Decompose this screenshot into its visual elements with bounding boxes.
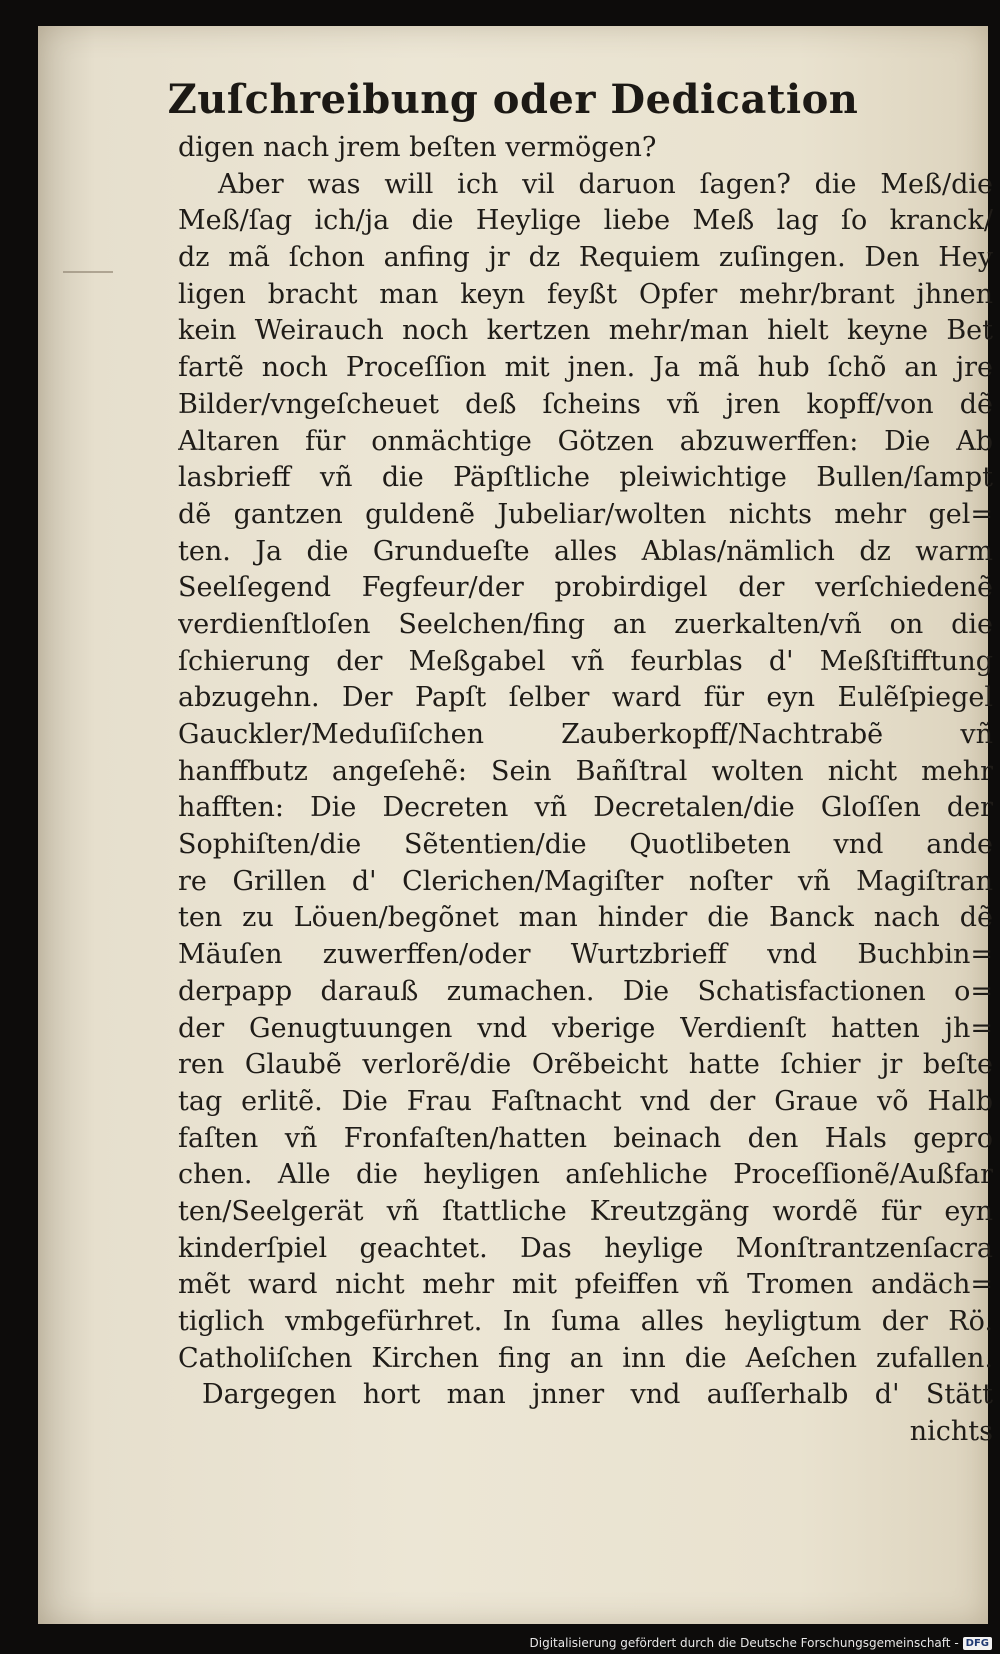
text-line: faſten vñ Fronfaſten/hatten beinach den Hals gepro: [178, 1122, 993, 1154]
text-line: kein Weirauch noch kertzen mehr/man hielt keyne Bet: [178, 315, 993, 347]
text-line: dz mã ſchon anfing jr dz Requiem zuſingen. Den Hey: [178, 242, 993, 274]
body-text: [178, 130, 993, 1451]
page-edge-mark: [63, 271, 113, 273]
book-page: [38, 26, 993, 1624]
text-line: hafften: Die Decreten vñ Decretalen/die Gloſſen der: [178, 792, 993, 824]
text-line: abzugehn. Der Papſt ſelber ward für eyn Eulẽſpiegel: [178, 682, 993, 714]
text-line: Aber was will ich vil daruon ſagen? die Meß/die: [218, 168, 993, 200]
text-line: fartẽ noch Proceſſion mit jnen. Ja mã hub ſchõ an jre: [178, 352, 993, 384]
text-line: der Genugtuungen vnd vberige Verdienſt hatten jh=: [178, 1012, 993, 1044]
text-line: ligen bracht man keyn feyßt Opfer mehr/brant jhnen: [178, 278, 993, 310]
text-line: chen. Alle die heyligen anſehliche Proceſſionẽ/Außfar: [178, 1159, 993, 1191]
text-line: digen nach jrem beſten vermögen?: [178, 132, 657, 163]
text-line: ren Glaubẽ verlorẽ/die Orẽbeicht hatte ſchier jr beſte: [178, 1049, 993, 1081]
text-line: ten/Seelgerät vñ ſtattliche Kreutzgäng wordẽ für eyn: [178, 1195, 993, 1227]
text-line: tiglich vmbgefürhret. In ſuma alles heyligtum der Rö.: [178, 1306, 993, 1337]
text-line: Dargegen hort man jnner vnd auſſerhalb d' Stätt: [202, 1379, 993, 1411]
digitization-footer: [530, 1636, 993, 1650]
text-line: ſchierung der Meßgabel vñ feurblas d' Meßſtifftung: [178, 645, 993, 677]
footer-text: Digitalisierung gefördert durch die Deutsche Forschungsgemeinschaft -: [529, 1636, 959, 1650]
text-line: mẽt ward nicht mehr mit pfeiffen vñ Tromen andäch=: [178, 1269, 993, 1301]
text-line: hanffbutz angeſehẽ: Sein Bañſtral wolten nicht mehr: [178, 755, 993, 787]
text-line: Meß/ſag ich/ja die Heylige liebe Meß lag ſo kranck/: [178, 205, 993, 237]
text-line: kinderſpiel geachtet. Das heylige Monſtrantzenſacra: [178, 1232, 993, 1264]
text-line: ten zu Löuen/begõnet man hinder die Banck nach dẽ: [178, 902, 993, 934]
text-line: derpapp darauß zumachen. Die Schatisfactionen o=: [178, 975, 993, 1007]
text-line: lasbrieff vñ die Päpſtliche pleiwichtige Bullen/ſampt: [178, 462, 993, 494]
text-line: Mäuſen zuwerffen/oder Wurtzbrieff vnd Buchbin=: [178, 939, 993, 971]
text-line: Bilder/vngeſcheuet deß ſcheins vñ jren kopff/von dẽ: [178, 388, 993, 420]
text-line: Sophiſten/die Sẽtentien/die Quotlibeten vnd ande: [178, 829, 993, 861]
text-line: verdienſtloſen Seelchen/fing an zuerkalten/vñ on die: [178, 608, 993, 640]
text-line: Catholiſchen Kirchen fing an inn die Aeſchen zufallen.: [178, 1342, 993, 1374]
text-line: Seelſegend Fegfeur/der probirdigel der verſchiedenẽ: [178, 572, 993, 604]
text-line: dẽ gantzen guldenẽ Jubeliar/wolten nichts mehr gel=: [178, 498, 993, 530]
text-line: Altaren für onmächtige Götzen abzuwerffen: Die Ab: [178, 425, 993, 457]
dfg-logo: DFG: [963, 1637, 992, 1650]
text-line: nichts: [909, 1416, 993, 1448]
text-line: re Grillen d' Clerichen/Magiſter noſter vñ Magiſtran: [178, 865, 993, 897]
text-line: tag erlitẽ. Die Frau Faſtnacht vnd der Graue võ Halb: [178, 1085, 993, 1117]
text-line: Gauckler/Meduſiſchen Zauberkopff/Nachtrabẽ vñ: [178, 719, 993, 750]
running-head: Zuſchreibung oder Dedication: [167, 76, 859, 123]
text-line: ten. Ja die Grundueſte alles Ablas/nämlich dz warm: [178, 535, 993, 567]
